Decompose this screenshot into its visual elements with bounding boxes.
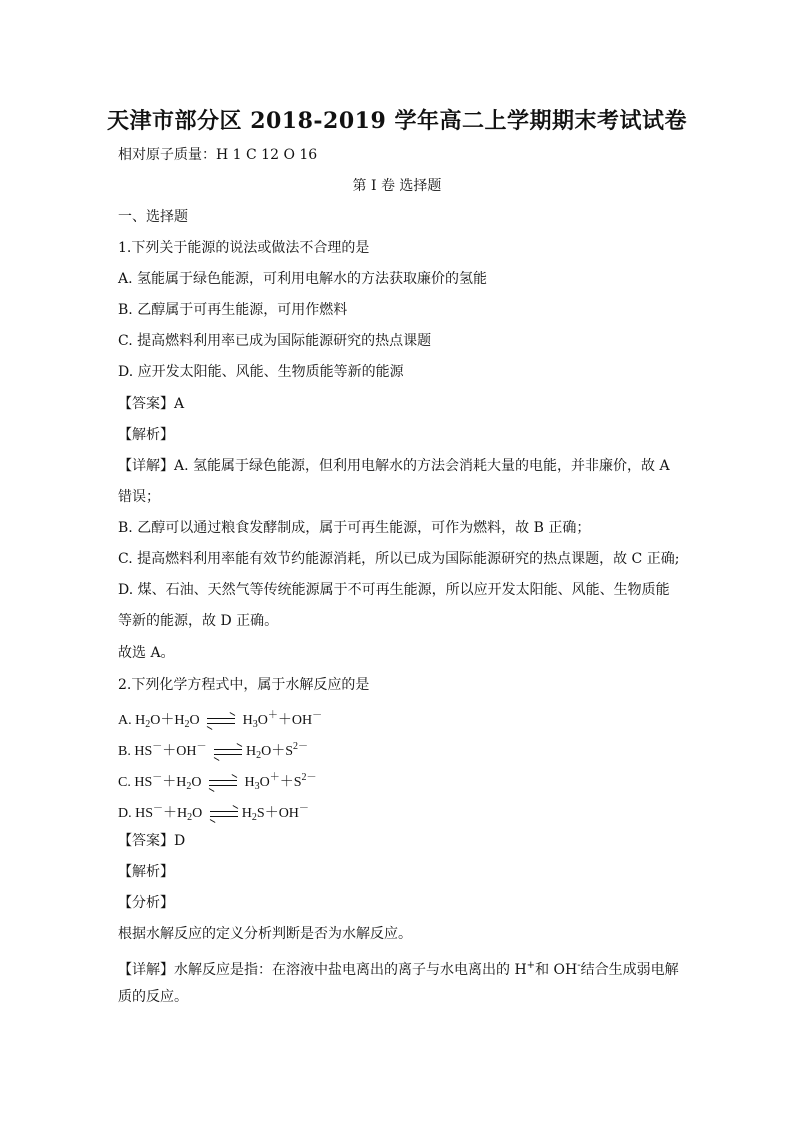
- equilibrium-arrow-icon: [209, 778, 237, 788]
- q1-option-d: D. 应开发太阳能、风能、生物质能等新的能源: [118, 364, 404, 380]
- q1-stem: 1.下列关于能源的说法或做法不合理的是: [118, 240, 370, 256]
- q1-detail-line: 【详解】A. 氢能属于绿色能源，但利用电解水的方法会消耗大量的电能，并非廉价，故 A: [118, 458, 670, 474]
- q1-conclusion: 故选 A。: [118, 645, 175, 661]
- q2-stem: 2.下列化学方程式中，属于水解反应的是: [118, 677, 370, 693]
- q2-analysis: 【解析】: [118, 864, 174, 880]
- equilibrium-arrow-icon: [214, 747, 242, 757]
- q1-detail-line: 错误；: [118, 489, 160, 505]
- q1-detail-line: B. 乙醇可以通过粮食发酵制成，属于可再生能源，可作为燃料，故 B 正确；: [118, 520, 591, 536]
- q2-detail-line: 【详解】水解反应是指：在溶液中盐电离出的离子与水电离出的 H+和 OH-结合生成弱电解: [118, 960, 679, 978]
- q2-option-c: C. $HS^-+H_2O$ $H_3O^++S^{2-}$: [118, 772, 317, 792]
- q2-answer: 【答案】D: [118, 833, 186, 849]
- q2-fenxi-text: 根据水解反应的定义分析判断是否为水解反应。: [118, 926, 412, 942]
- document-title: 天津市部分区 2018-2019 学年高二上学期期末考试试卷: [107, 108, 687, 134]
- volume-heading: 第 I 卷 选择题: [352, 178, 442, 194]
- equilibrium-arrow-icon: [210, 809, 238, 819]
- q2-fenxi: 【分析】: [118, 895, 174, 911]
- q2-option-b: B. HS－＋OH－ $H_2O+S^{2-}$: [118, 741, 309, 761]
- q1-detail-line: C. 提高燃料利用率能有效节约能源消耗，所以已成为国际能源研究的热点课题，故 C 正确;: [118, 551, 680, 567]
- q1-option-a: A. 氢能属于绿色能源，可利用电解水的方法获取廉价的氢能: [118, 271, 488, 287]
- q2-option-a: A. $H_2O+H_2O$ $H_3O^++OH^-$: [118, 710, 323, 730]
- q1-detail-line: D. 煤、石油、天然气等传统能源属于不可再生能源，所以应开发太阳能、风能、生物质能: [118, 582, 670, 598]
- q1-answer: 【答案】A: [118, 396, 185, 412]
- q1-option-c: C. 提高燃料利用率已成为国际能源研究的热点课题: [118, 333, 432, 349]
- q2-detail-line: 质的反应。: [118, 989, 188, 1005]
- q1-option-b: B. 乙醇属于可再生能源，可用作燃料: [118, 302, 348, 318]
- atomic-mass-line: 相对原子质量：H 1 C 12 O 16: [118, 147, 318, 163]
- section-heading: 一、选择题: [118, 209, 188, 225]
- q1-detail-line: 等新的能源，故 D 正确。: [118, 613, 279, 629]
- q2-option-d: D. $HS^-+H_2O$ $H_2S+OH^-$: [118, 803, 309, 823]
- q1-analysis: 【解析】: [118, 427, 174, 443]
- equilibrium-arrow-icon: [207, 716, 235, 726]
